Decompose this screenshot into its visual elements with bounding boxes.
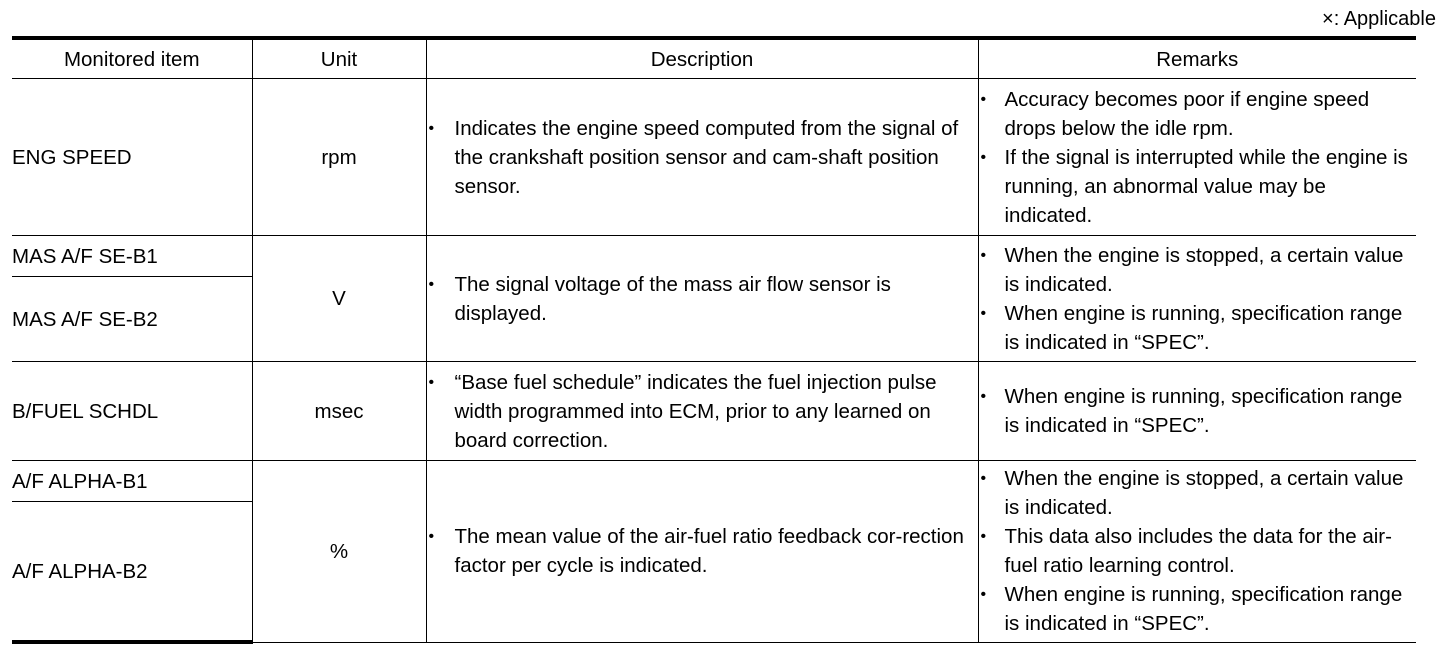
remarks-alpha (978, 461, 1416, 643)
unit-fuel-schedule: msec (252, 362, 426, 461)
item-eng-speed: ENG SPEED (12, 79, 252, 236)
item-mas-b2: MAS A/F SE-B2 (12, 277, 252, 362)
remark-bullet: • When engine is running, specification range is indicated in “SPEC”. (979, 382, 1417, 440)
item-alpha-b2: A/F ALPHA-B2 (12, 502, 252, 643)
header-unit: Unit (252, 38, 426, 79)
table-row-eng-speed (12, 79, 1416, 236)
item-alpha-b1: A/F ALPHA-B1 (12, 461, 252, 502)
description-fuel-schedule (426, 362, 978, 461)
remarks-fuel-schedule (978, 362, 1416, 461)
remark-bullet: • When engine is running, specification range is indicated in “SPEC”. (979, 299, 1417, 357)
unit-mas: V (252, 236, 426, 362)
remarks-mas (978, 236, 1416, 362)
remark-bullet: • Accuracy becomes poor if engine speed drops below the idle rpm. (979, 85, 1417, 143)
remark-bullet: • This data also includes the data for the air-fuel ratio learning control. (979, 522, 1417, 580)
header-monitored-item: Monitored item (12, 38, 252, 79)
header-description: Description (426, 38, 978, 79)
table-row-mas-b1 (12, 236, 1416, 277)
applicable-legend: ×: Applicable (1322, 8, 1436, 30)
monitored-items-table (12, 36, 1416, 644)
description-bullet: • The mean value of the air-fuel ratio feedback cor-rection factor per cycle is indicated. (427, 522, 978, 580)
item-mas-b1: MAS A/F SE-B1 (12, 236, 252, 277)
description-bullet: • Indicates the engine speed computed from the signal of the crankshaft position sensor and cam-shaft position sensor. (427, 114, 978, 201)
description-bullet: • “Base fuel schedule” indicates the fuel injection pulse width programmed into ECM, prior to any learned on board correction. (427, 368, 978, 455)
description-bullet: • The signal voltage of the mass air flow sensor is displayed. (427, 270, 978, 328)
remark-bullet: • If the signal is interrupted while the engine is running, an abnormal value may be indicated. (979, 143, 1417, 230)
description-eng-speed (426, 79, 978, 236)
remarks-eng-speed (978, 79, 1416, 236)
remark-bullet: • When engine is running, specification range is indicated in “SPEC”. (979, 580, 1417, 638)
description-mas (426, 236, 978, 362)
header-remarks: Remarks (978, 38, 1416, 79)
item-fuel-schedule: B/FUEL SCHDL (12, 362, 252, 461)
unit-alpha: % (252, 461, 426, 643)
table-header-row (12, 38, 1416, 79)
remark-bullet: • When the engine is stopped, a certain value is indicated. (979, 464, 1417, 522)
table-row-fuel-schedule (12, 362, 1416, 461)
description-alpha (426, 461, 978, 643)
table-row-alpha-b1 (12, 461, 1416, 502)
remark-bullet: • When the engine is stopped, a certain value is indicated. (979, 241, 1417, 299)
unit-eng-speed: rpm (252, 79, 426, 236)
